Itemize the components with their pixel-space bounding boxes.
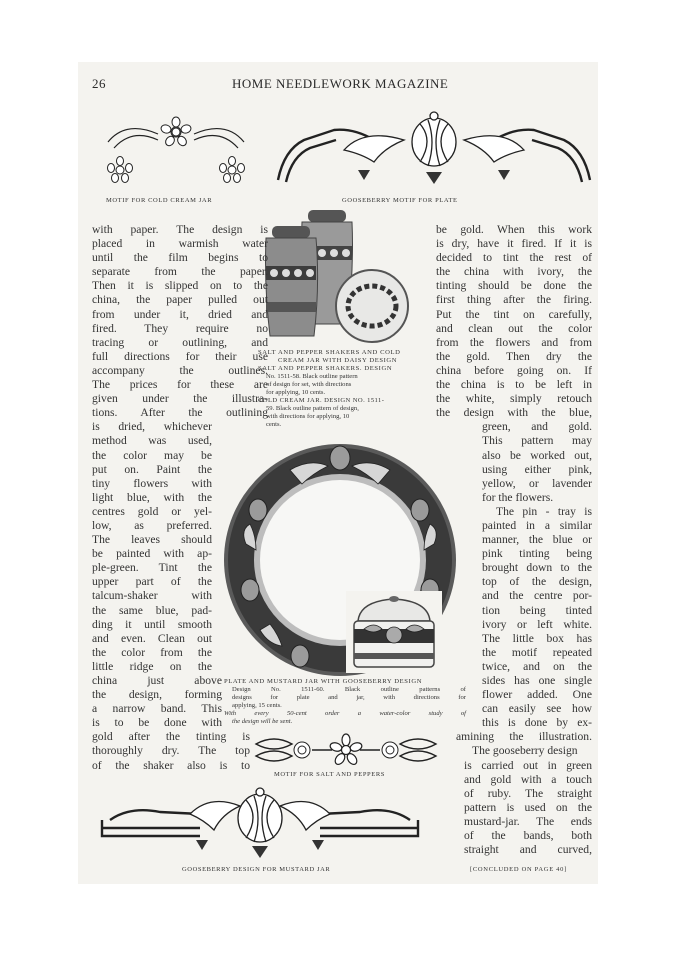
gooseberry-plate-motif-caption: GOOSEBERRY MOTIF FOR PLATE [342,197,458,204]
gooseberry-plate-motif-illustration [274,110,594,190]
mustard-jar-photo [346,591,442,673]
cold-cream-lid [336,270,408,342]
magazine-page [78,62,598,884]
running-title: HOME NEEDLEWORK MAGAZINE [232,76,449,91]
salt-peppers-motif-illustration [254,730,438,770]
right-column-text: be gold. When this work is dry, have it fired. If it is decided to tint the rest of the china with ivory, the tinting should be done the first thing after the firing. Put the tint on carefully, and clean out the color from the flowers and from the gold. Then dry the china before going on. If the china is to be left in the white, simply retouch the design with the blue, green, and gold. This pattern may also be worked out, using either pink, yellow, or lavender for the flowers. The pin - tray is painted in a similar manner, the blue or pink tinting being brought down to the top of the design, and the centre por- tion being tinted ivory or left white. The little box has the motif repeated twice, and on the sides has one single flower added. One can easily see how this is done by ex- amining the illustration. The gooseberry design is carried out in green and gold with a touch of ruby. The straight pattern is used on the mustard-jar. The ends of the bands, both straight and curved, [436,223,592,857]
salt-pepper-shakers-photo [260,206,410,348]
gooseberry-mustard-caption: GOOSEBERRY DESIGN FOR MUSTARD JAR [182,866,331,873]
concluded-note: [CONCLUDED ON PAGE 40] [470,866,567,873]
gooseberry-mustard-design-illustration [100,784,420,864]
page-number: 26 [92,76,106,91]
shakers-caption: SALT AND PEPPER SHAKERS AND COLD CREAM JAR WITH DAISY DESIGN SALT AND PEPPER SHAKERS. DESIGN No. 1511-58. Black outline pattern of design for set, with directions for applying, 10 cents. COLD CREAM JAR. DESIGN NO. 1511- 59. Black outline pattern of design, with directions for applying, 10 cents. [258,349,401,428]
daisy-center [160,117,192,147]
left-column-text: with paper. The design is placed in warmish water until the film begins to separate from the paper. Then it is slipped on to the china, the paper pulled out from under it, dried and fired. They require no tracing or outlining, and full directions for their use accompany the outlines. The prices for these are given under the illustra- tions. After the outlining is dried, whichever method was used, the color may be put on. Paint the tiny flowers with light blue, with the centres gold or yel- low, as preferred. The leaves should be painted with ap- ple-green. Tint the upper part of the talcum-shaker with the same blue, pad- ding it until smooth and even. Clean out the color from the little ridge on the china just above the design, forming a narrow band. This is to be done with gold after the tinting is thoroughly dry. The top of the shaker also is to [92,223,268,772]
cold-cream-motif-caption: MOTIF FOR COLD CREAM JAR [106,197,213,204]
salt-peppers-motif-caption: MOTIF FOR SALT AND PEPPERS [274,771,385,778]
front-shaker [266,226,318,336]
plate-caption: PLATE AND MUSTARD JAR WITH GOOSEBERRY DESIGN Design No. 1511-60. Black outline patterns of designs for plate and jar, with directions for applying, 15 cents. With every 50-cent order a water-color study of the design will be sent. [224,678,466,725]
cold-cream-motif-illustration [96,112,256,192]
